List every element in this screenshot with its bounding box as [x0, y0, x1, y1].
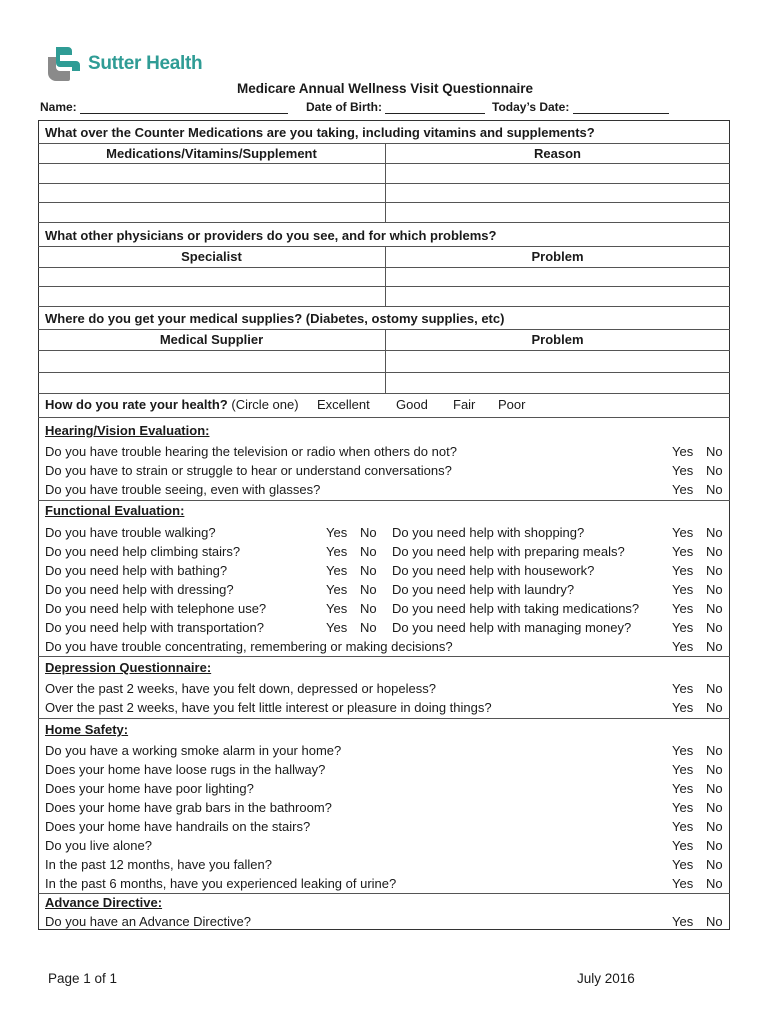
form-title: Medicare Annual Wellness Visit Questionnaire — [236, 81, 534, 96]
no-option[interactable]: No — [706, 582, 723, 597]
divider — [38, 417, 730, 418]
no-option[interactable]: No — [706, 482, 723, 497]
yes-option[interactable]: Yes — [672, 563, 694, 578]
otc-col1-header: Medications/Vitamins/Supplement — [106, 146, 317, 161]
dob-blank[interactable] — [385, 101, 485, 114]
sutter-health-mark-icon — [46, 45, 82, 83]
functional-question-right: Do you need help with laundry? — [392, 582, 575, 597]
no-option[interactable]: No — [706, 525, 723, 540]
supplies-col2-header: Problem — [531, 332, 584, 347]
safety-question: In the past 12 months, have you fallen? — [45, 857, 272, 872]
yes-option[interactable]: Yes — [672, 639, 694, 654]
no-option[interactable]: No — [360, 563, 377, 578]
yes-option[interactable]: Yes — [672, 857, 694, 872]
functional-question-right: Do you need help with shopping? — [392, 525, 585, 540]
divider — [38, 500, 730, 501]
yes-option[interactable]: Yes — [672, 781, 694, 796]
functional-question-right: Do you need help with taking medications? — [392, 601, 640, 616]
no-option[interactable]: No — [360, 601, 377, 616]
yes-option[interactable]: Yes — [672, 582, 694, 597]
no-option[interactable]: No — [706, 743, 723, 758]
physicians-col1-header: Specialist — [181, 249, 242, 264]
page-number: Page 1 of 1 — [48, 971, 118, 986]
no-option[interactable]: No — [706, 639, 723, 654]
depression-question: Over the past 2 weeks, have you felt little interest or pleasure in doing things? — [45, 700, 492, 715]
divider — [38, 329, 730, 330]
functional-question-left: Do you have trouble walking? — [45, 525, 216, 540]
yes-option[interactable]: Yes — [326, 601, 348, 616]
no-option[interactable]: No — [706, 857, 723, 872]
no-option[interactable]: No — [706, 914, 723, 929]
hearing-question: Do you have trouble seeing, even with glasses? — [45, 482, 321, 497]
yes-option[interactable]: Yes — [672, 525, 694, 540]
safety-question: Does your home have poor lighting? — [45, 781, 254, 796]
yes-option[interactable]: Yes — [672, 681, 694, 696]
divider — [38, 372, 730, 373]
otc-col2-header: Reason — [534, 146, 581, 161]
divider — [38, 286, 730, 287]
rate-option-good[interactable]: Good — [396, 397, 428, 412]
safety-question: In the past 6 months, have you experienced leaking of urine? — [45, 876, 397, 891]
supplies-question: Where do you get your medical supplies? (Diabetes, ostomy supplies, etc) — [45, 311, 505, 326]
no-option[interactable]: No — [706, 620, 723, 635]
divider — [38, 183, 730, 184]
no-option[interactable]: No — [706, 681, 723, 696]
rate-hint: (Circle one) — [231, 397, 299, 412]
yes-option[interactable]: Yes — [672, 762, 694, 777]
yes-option[interactable]: Yes — [672, 463, 694, 478]
no-option[interactable]: No — [706, 544, 723, 559]
rate-option-poor[interactable]: Poor — [498, 397, 526, 412]
divider — [38, 246, 730, 247]
safety-question: Does your home have grab bars in the bathroom? — [45, 800, 332, 815]
name-label: Name: — [40, 100, 77, 114]
functional-question-left: Do you need help with transportation? — [45, 620, 264, 635]
yes-option[interactable]: Yes — [672, 620, 694, 635]
hearing-title: Hearing/Vision Evaluation: — [45, 423, 210, 438]
today-date-field[interactable] — [492, 100, 669, 114]
yes-option[interactable]: Yes — [672, 444, 694, 459]
divider — [38, 163, 730, 164]
divider — [38, 393, 730, 394]
divider — [38, 718, 730, 719]
divider — [38, 893, 730, 894]
yes-option[interactable]: Yes — [672, 838, 694, 853]
no-option[interactable]: No — [360, 544, 377, 559]
divider — [38, 202, 730, 203]
functional-question: Do you have trouble concentrating, remembering or making decisions? — [45, 639, 453, 654]
today-label: Today’s Date: — [492, 100, 570, 114]
yes-option[interactable]: Yes — [672, 914, 694, 929]
yes-option[interactable]: Yes — [672, 876, 694, 891]
functional-question-left: Do you need help with dressing? — [45, 582, 234, 597]
divider — [38, 350, 730, 351]
yes-option[interactable]: Yes — [672, 819, 694, 834]
logo-wordmark: Sutter Health — [88, 53, 203, 74]
no-option[interactable]: No — [706, 838, 723, 853]
no-option[interactable]: No — [360, 620, 377, 635]
functional-question-right: Do you need help with managing money? — [392, 620, 632, 635]
supplies-col1-header: Medical Supplier — [159, 332, 264, 347]
functional-question-right: Do you need help with housework? — [392, 563, 595, 578]
yes-option[interactable]: Yes — [326, 544, 348, 559]
yes-option[interactable]: Yes — [326, 525, 348, 540]
functional-question-left: Do you need help with telephone use? — [45, 601, 267, 616]
hearing-question: Do you have to strain or struggle to hear or understand conversations? — [45, 463, 452, 478]
divider — [38, 222, 730, 223]
no-option[interactable]: No — [706, 781, 723, 796]
divider — [38, 267, 730, 268]
divider — [38, 306, 730, 307]
revision-date: July 2016 — [577, 971, 635, 986]
safety-question: Does your home have loose rugs in the hallway? — [45, 762, 326, 777]
safety-question: Do you have a working smoke alarm in your home? — [45, 743, 342, 758]
no-option[interactable]: No — [706, 762, 723, 777]
safety-question: Does your home have handrails on the stairs? — [45, 819, 311, 834]
no-option[interactable]: No — [360, 525, 377, 540]
functional-question-left: Do you need help with bathing? — [45, 563, 228, 578]
dob-label: Date of Birth: — [306, 100, 382, 114]
rate-option-excellent[interactable]: Excellent — [317, 397, 370, 412]
rate-health-row — [45, 397, 299, 413]
no-option[interactable]: No — [706, 700, 723, 715]
depression-title: Depression Questionnaire: — [45, 660, 212, 675]
yes-option[interactable]: Yes — [326, 563, 348, 578]
yes-option[interactable]: Yes — [672, 482, 694, 497]
no-option[interactable]: No — [706, 463, 723, 478]
name-field[interactable] — [40, 100, 288, 114]
physicians-question: What other physicians or providers do you see, and for which problems? — [45, 228, 497, 243]
functional-question-right: Do you need help with preparing meals? — [392, 544, 625, 559]
no-option[interactable]: No — [706, 601, 723, 616]
no-option[interactable]: No — [706, 563, 723, 578]
yes-option[interactable]: Yes — [326, 620, 348, 635]
no-option[interactable]: No — [706, 800, 723, 815]
today-blank[interactable] — [573, 101, 669, 114]
functional-question-left: Do you need help climbing stairs? — [45, 544, 241, 559]
functional-title: Functional Evaluation: — [45, 503, 185, 518]
divider — [38, 143, 730, 144]
yes-option[interactable]: Yes — [672, 544, 694, 559]
no-option[interactable]: No — [706, 876, 723, 891]
divider — [38, 656, 730, 657]
sutter-health-logo — [46, 44, 202, 84]
otc-question: What over the Counter Medications are you taking, including vitamins and supplements? — [45, 125, 595, 140]
safety-title: Home Safety: — [45, 722, 129, 737]
safety-question: Do you live alone? — [45, 838, 152, 853]
name-blank[interactable] — [80, 101, 288, 114]
advance-question: Do you have an Advance Directive? — [45, 914, 251, 929]
yes-option[interactable]: Yes — [672, 700, 694, 715]
no-option[interactable]: No — [706, 819, 723, 834]
no-option[interactable]: No — [360, 582, 377, 597]
rate-option-fair[interactable]: Fair — [453, 397, 476, 412]
rate-question: How do you rate your health? — [45, 397, 228, 412]
hearing-question: Do you have trouble hearing the television or radio when others do not? — [45, 444, 457, 459]
no-option[interactable]: No — [706, 444, 723, 459]
yes-option[interactable]: Yes — [326, 582, 348, 597]
yes-option[interactable]: Yes — [672, 601, 694, 616]
physicians-col2-header: Problem — [531, 249, 584, 264]
yes-option[interactable]: Yes — [672, 800, 694, 815]
advance-title: Advance Directive: — [45, 895, 163, 910]
dob-field[interactable] — [306, 100, 485, 114]
depression-question: Over the past 2 weeks, have you felt down, depressed or hopeless? — [45, 681, 436, 696]
yes-option[interactable]: Yes — [672, 743, 694, 758]
